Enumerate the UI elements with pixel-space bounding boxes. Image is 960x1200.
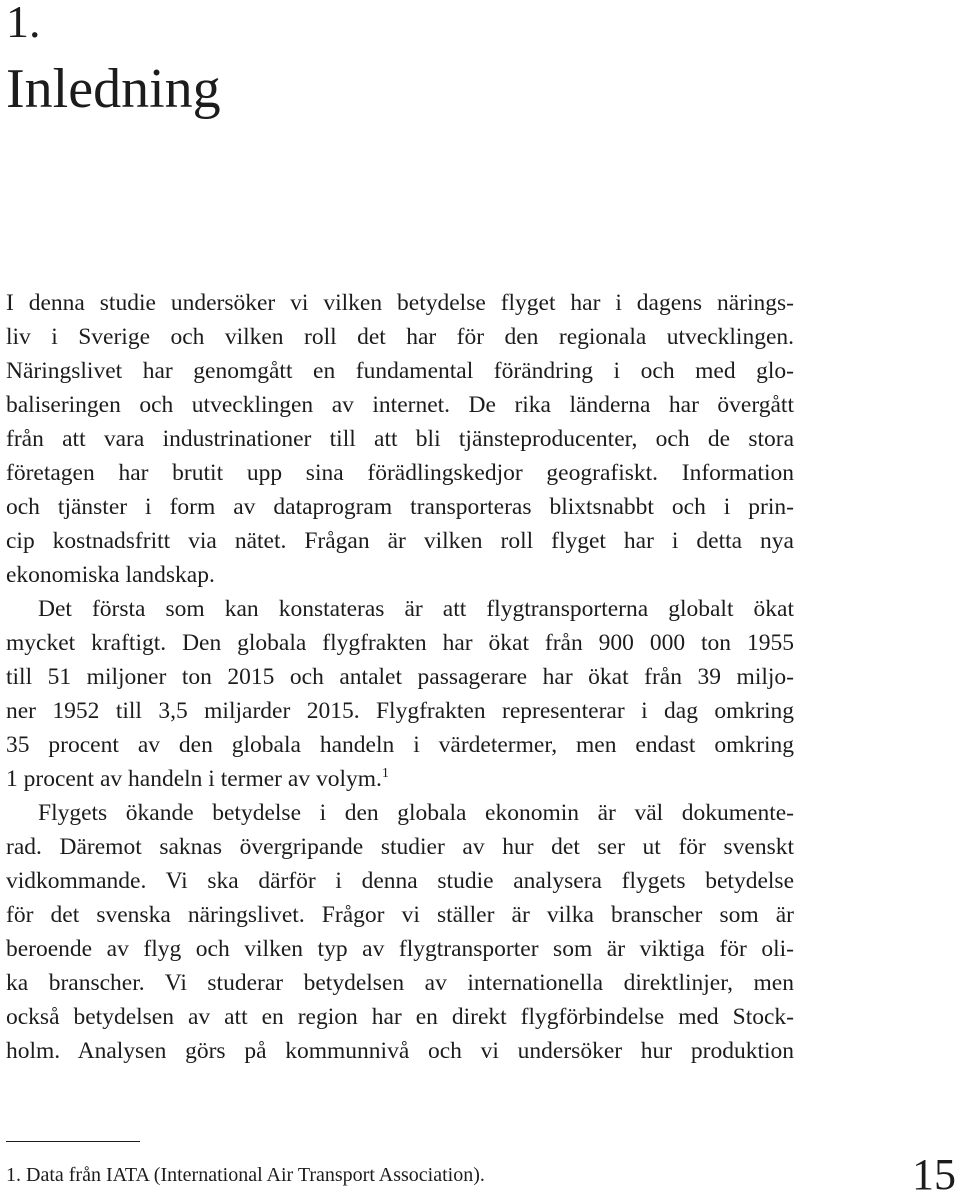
body-line: mycket kraftigt. Den globala flygfrakten har ökat från 900 000 ton 1955 bbox=[6, 630, 794, 656]
footnote-reference[interactable]: 1 bbox=[381, 766, 389, 781]
body-line: från att vara industrinationer till att bli tjänsteproducenter, och de stora bbox=[6, 426, 794, 452]
body-line: Flygets ökande betydelse i den globala ekonomin är väl dokumente- bbox=[38, 800, 794, 826]
body-line: för det svenska näringslivet. Frågor vi ställer är vilka branscher som är bbox=[6, 902, 794, 928]
body-line: och tjänster i form av dataprogram transporteras blixtsnabbt och i prin- bbox=[6, 494, 794, 520]
body-line: vidkommande. Vi ska därför i denna studie analysera flygets betydelse bbox=[6, 868, 794, 894]
body-line: företagen har brutit upp sina förädlingskedjor geografiskt. Information bbox=[6, 460, 794, 486]
body-line: Näringslivet har genomgått en fundamental förändring i och med glo- bbox=[6, 358, 794, 384]
body-line: beroende av flyg och vilken typ av flygtransporter som är viktiga för oli- bbox=[6, 936, 794, 962]
body-line: holm. Analysen görs på kommunnivå och vi undersöker hur produktion bbox=[6, 1038, 794, 1064]
body-text bbox=[6, 286, 794, 1068]
body-line-with-footnote bbox=[6, 762, 794, 796]
body-line: till 51 miljoner ton 2015 och antalet passagerare har ökat från 39 miljo- bbox=[6, 664, 794, 690]
body-line: också betydelsen av att en region har en direkt flygförbindelse med Stock- bbox=[6, 1004, 794, 1030]
body-line: ner 1952 till 3,5 miljarder 2015. Flygfrakten representerar i dag omkring bbox=[6, 698, 794, 724]
body-line: rad. Däremot saknas övergripande studier av hur det ser ut för svenskt bbox=[6, 834, 794, 860]
page-number: 15 bbox=[912, 1150, 956, 1199]
body-line: liv i Sverige och vilken roll det har för den regionala utvecklingen. bbox=[6, 324, 794, 350]
chapter-title: Inledning bbox=[6, 58, 221, 120]
body-line: Det första som kan konstateras är att flygtransporterna globalt ökat bbox=[38, 596, 794, 622]
body-line: 35 procent av den globala handeln i värdetermer, men endast omkring bbox=[6, 732, 794, 758]
footnote: 1. Data från IATA (International Air Transport Association). bbox=[6, 1164, 485, 1186]
body-line: I denna studie undersöker vi vilken betydelse flyget har i dagens närings- bbox=[6, 290, 794, 316]
body-line: ka branscher. Vi studerar betydelsen av internationella direktlinjer, men bbox=[6, 970, 794, 996]
footnote-divider bbox=[6, 1141, 140, 1142]
chapter-number: 1. bbox=[6, 0, 41, 47]
body-line-text: 1 procent av handeln i termer av volym. bbox=[6, 766, 382, 792]
body-line: cip kostnadsfritt via nätet. Frågan är vilken roll flyget har i detta nya bbox=[6, 528, 794, 554]
body-line: baliseringen och utvecklingen av internet. De rika länderna har övergått bbox=[6, 392, 794, 418]
body-line: ekonomiska landskap. bbox=[6, 562, 215, 588]
